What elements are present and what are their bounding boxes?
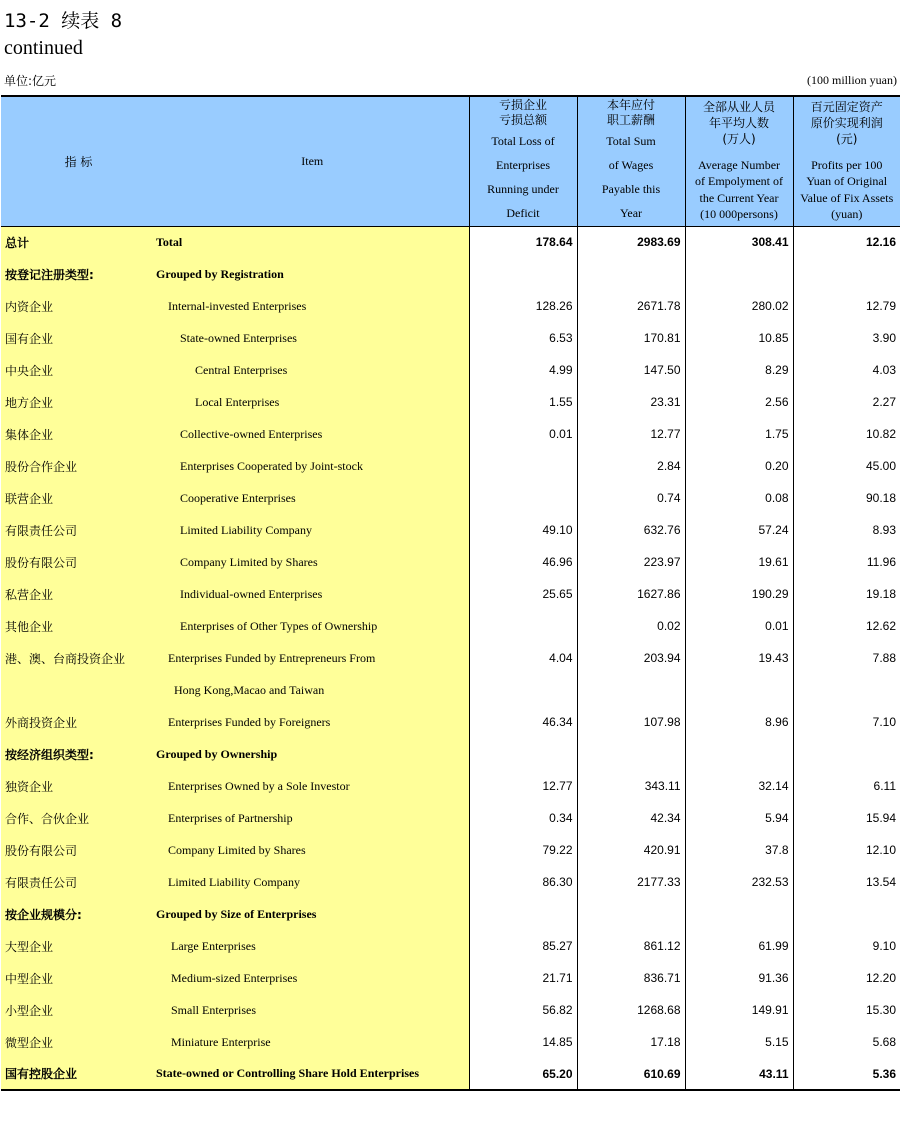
profits-cell (793, 898, 900, 930)
wages-cell: 343.11 (577, 770, 685, 802)
header-en-line: Total Sum (606, 133, 656, 148)
table-row (1, 1026, 900, 1058)
total-loss-cell: 0.01 (469, 418, 577, 450)
item-en-cell: Limited Liability Company (156, 514, 469, 546)
wages-cell: 610.69 (577, 1058, 685, 1090)
wages-cell (577, 258, 685, 290)
header-cn-line: (万人) (722, 131, 756, 146)
indicator-cn-cell: 国有控股企业 (1, 1058, 156, 1090)
employment-cell: 32.14 (685, 770, 793, 802)
indicator-cn-cell: 中型企业 (1, 962, 156, 994)
header-en-line: Year (619, 205, 643, 220)
employment-cell: 8.29 (685, 354, 793, 386)
header-en-line: Deficit (506, 205, 540, 220)
profits-cell (793, 258, 900, 290)
indicator-cn-cell: 其他企业 (1, 610, 156, 642)
table-row (1, 930, 900, 962)
wages-cell: 0.74 (577, 482, 685, 514)
header-employment (685, 96, 793, 226)
total-loss-cell (469, 482, 577, 514)
total-loss-cell: 85.27 (469, 930, 577, 962)
header-cn-line: (元) (836, 131, 858, 146)
indicator-cn-cell: 股份合作企业 (1, 450, 156, 482)
table-row (1, 450, 900, 482)
item-en-cell: Miniature Enterprise (156, 1026, 469, 1058)
total-loss-cell: 56.82 (469, 994, 577, 1026)
profits-cell: 8.93 (872, 523, 896, 537)
indicator-cn-cell: 独资企业 (1, 770, 156, 802)
indicator-cn-cell: 总计 (1, 226, 156, 258)
profits-cell: 10.82 (865, 427, 896, 441)
total-loss-cell (469, 450, 577, 482)
header-en-line: Average Number (697, 158, 781, 173)
wages-cell: 2983.69 (577, 226, 685, 258)
wages-cell: 861.12 (577, 930, 685, 962)
table-row (1, 322, 900, 354)
header-cn-line: 全部从业人员 (702, 100, 775, 115)
table-row (1, 290, 900, 322)
profits-cell: 12.20 (865, 971, 896, 985)
employment-cell: 8.96 (685, 706, 793, 738)
wages-cell: 1268.68 (577, 994, 685, 1026)
profits-cell: 12.16 (865, 235, 896, 250)
profits-cell: 15.30 (865, 1003, 896, 1017)
employment-cell: 43.11 (685, 1058, 793, 1090)
wages-cell (577, 738, 685, 770)
indicator-cn-cell: 地方企业 (1, 386, 156, 418)
indicator-cn-cell: 大型企业 (1, 930, 156, 962)
profits-cell: 7.10 (872, 715, 896, 729)
table-subtitle: continued (4, 37, 83, 59)
header-en-line: the Current Year (699, 190, 779, 205)
item-en-cell: Limited Liability Company (156, 866, 469, 898)
total-loss-cell: 49.10 (469, 514, 577, 546)
employment-cell: 149.91 (685, 994, 793, 1026)
item-en-cell: Enterprises of Partnership (156, 802, 469, 834)
indicator-cn-cell: 微型企业 (1, 1026, 156, 1058)
indicator-cn-cell: 合作、合伙企业 (1, 802, 156, 834)
header-en-line: of Wages (608, 157, 654, 172)
header-en-line: Enterprises (496, 157, 550, 172)
total-loss-cell (469, 258, 577, 290)
table-row (1, 994, 900, 1026)
wages-cell (577, 674, 685, 706)
wages-cell: 420.91 (577, 834, 685, 866)
wages-cell (577, 898, 685, 930)
wages-cell: 17.18 (577, 1026, 685, 1058)
header-cn-line: 本年应付 (606, 97, 655, 112)
profits-cell: 12.79 (865, 299, 896, 313)
header-cn-line: 亏损企业 (498, 97, 547, 112)
item-en-cell: Internal-invested Enterprises (156, 290, 469, 322)
indicator-cn-cell: 股份有限公司 (1, 834, 156, 866)
wages-cell: 2671.78 (577, 290, 685, 322)
indicator-cn-cell (1, 674, 156, 706)
indicator-cn-cell: 外商投资企业 (1, 706, 156, 738)
header-total-loss (469, 96, 577, 226)
total-loss-cell: 46.96 (469, 546, 577, 578)
total-loss-cell: 25.65 (469, 578, 577, 610)
indicator-cn-cell: 有限责任公司 (1, 514, 156, 546)
total-loss-cell (469, 674, 577, 706)
wages-cell: 2177.33 (577, 866, 685, 898)
indicator-cn-cell: 集体企业 (1, 418, 156, 450)
indicator-cn-cell: 中央企业 (1, 354, 156, 386)
data-table (1, 95, 900, 1091)
table-row (1, 834, 900, 866)
profits-cell: 3.90 (872, 331, 896, 345)
table-row (1, 962, 900, 994)
header-item: Item (156, 96, 469, 226)
profits-cell: 90.18 (865, 491, 896, 505)
table-row (1, 546, 900, 578)
item-en-cell: Enterprises Funded by Foreigners (156, 706, 469, 738)
employment-cell: 232.53 (685, 866, 793, 898)
item-en-cell: Individual-owned Enterprises (156, 578, 469, 610)
total-loss-cell: 46.34 (469, 706, 577, 738)
header-en-line: of Empolyment of (695, 174, 783, 189)
table-row (1, 418, 900, 450)
table-row (1, 674, 900, 706)
wages-cell: 147.50 (577, 354, 685, 386)
item-en-cell: Collective-owned Enterprises (156, 418, 469, 450)
wages-cell: 203.94 (577, 642, 685, 674)
profits-cell (793, 674, 900, 706)
total-loss-cell: 1.55 (469, 386, 577, 418)
employment-cell: 5.94 (685, 802, 793, 834)
indicator-cn-cell: 内资企业 (1, 290, 156, 322)
header-cn-line: 职工薪酬 (606, 113, 655, 128)
employment-cell: 190.29 (685, 578, 793, 610)
indicator-cn-cell: 按企业规模分: (1, 898, 156, 930)
item-en-cell: Total (156, 226, 469, 258)
profits-cell: 15.94 (865, 811, 896, 825)
employment-cell: 308.41 (685, 226, 793, 258)
profits-cell: 12.10 (865, 843, 896, 857)
header-en-line: Value of Fix Assets (800, 190, 894, 205)
total-loss-cell (469, 610, 577, 642)
table-row (1, 354, 900, 386)
item-en-cell: State-owned or Controlling Share Hold Enterprises (156, 1058, 469, 1090)
item-en-cell: State-owned Enterprises (156, 322, 469, 354)
header-cn-line: 年平均人数 (708, 116, 769, 131)
employment-cell: 0.01 (685, 610, 793, 642)
table-row (1, 866, 900, 898)
total-loss-cell: 79.22 (469, 834, 577, 866)
profits-cell: 6.11 (873, 779, 896, 793)
profits-cell: 45.00 (865, 459, 896, 473)
header-cn-line: 亏损总额 (498, 113, 547, 128)
total-loss-cell: 21.71 (469, 962, 577, 994)
item-en-cell: Grouped by Registration (156, 258, 469, 290)
profits-cell: 12.62 (865, 619, 896, 633)
wages-cell: 23.31 (577, 386, 685, 418)
header-en-line: Total Loss of (491, 133, 555, 148)
item-en-cell: Enterprises of Other Types of Ownership (156, 610, 469, 642)
total-loss-cell: 178.64 (469, 226, 577, 258)
item-en-cell: Medium-sized Enterprises (156, 962, 469, 994)
total-loss-cell: 12.77 (469, 770, 577, 802)
profits-cell: 5.68 (872, 1035, 896, 1049)
item-en-cell: Central Enterprises (156, 354, 469, 386)
header-en-line: Profits per 100 (811, 158, 883, 173)
table-row (1, 738, 900, 770)
table-row (1, 578, 900, 610)
indicator-cn-cell: 港、澳、台商投资企业 (1, 642, 156, 674)
total-loss-cell (469, 898, 577, 930)
table-row (1, 706, 900, 738)
employment-cell: 2.56 (685, 386, 793, 418)
header-en-line: Running under (487, 181, 559, 196)
table-row (1, 802, 900, 834)
profits-cell: 7.88 (872, 651, 896, 665)
employment-cell: 5.15 (685, 1026, 793, 1058)
wages-cell: 12.77 (577, 418, 685, 450)
employment-cell: 19.61 (685, 546, 793, 578)
employment-cell (685, 258, 793, 290)
header-wages (577, 96, 685, 226)
item-en-cell: Grouped by Size of Enterprises (156, 898, 469, 930)
item-en-cell: Local Enterprises (156, 386, 469, 418)
table-row (1, 898, 900, 930)
profits-cell: 11.96 (866, 555, 896, 569)
indicator-cn-cell: 联营企业 (1, 482, 156, 514)
item-en-cell: Small Enterprises (156, 994, 469, 1026)
header-en-line: Payable this (601, 181, 661, 196)
total-loss-cell: 6.53 (469, 322, 577, 354)
indicator-cn-cell: 按登记注册类型: (1, 258, 156, 290)
employment-cell (685, 898, 793, 930)
unit-label-en: (100 million yuan) (807, 73, 897, 87)
profits-cell (793, 738, 900, 770)
table-row (1, 770, 900, 802)
total-loss-cell: 14.85 (469, 1026, 577, 1058)
item-en-cell: Company Limited by Shares (156, 834, 469, 866)
employment-cell: 1.75 (685, 418, 793, 450)
header-cn-line: 原价实现利润 (810, 116, 883, 131)
wages-cell: 107.98 (577, 706, 685, 738)
indicator-cn-cell: 股份有限公司 (1, 546, 156, 578)
table-row (1, 482, 900, 514)
total-loss-cell: 4.04 (469, 642, 577, 674)
employment-cell (685, 674, 793, 706)
table-row (1, 610, 900, 642)
item-en-cell: Enterprises Cooperated by Joint-stock (156, 450, 469, 482)
employment-cell: 91.36 (685, 962, 793, 994)
table-row (1, 386, 900, 418)
header-en-line: Yuan of Original (806, 174, 888, 189)
total-loss-cell: 86.30 (469, 866, 577, 898)
employment-cell: 10.85 (685, 322, 793, 354)
employment-cell: 61.99 (685, 930, 793, 962)
wages-cell: 0.02 (577, 610, 685, 642)
wages-cell: 42.34 (577, 802, 685, 834)
wages-cell: 1627.86 (577, 578, 685, 610)
table-row (1, 514, 900, 546)
employment-cell: 0.20 (685, 450, 793, 482)
profits-cell: 2.27 (872, 395, 896, 409)
item-en-cell: Enterprises Owned by a Sole Investor (156, 770, 469, 802)
employment-cell (685, 738, 793, 770)
wages-cell: 836.71 (577, 962, 685, 994)
indicator-cn-cell: 按经济组织类型: (1, 738, 156, 770)
profits-cell: 19.18 (865, 587, 896, 601)
item-en-cell: Large Enterprises (156, 930, 469, 962)
profits-cell: 13.54 (865, 875, 896, 889)
table-body (1, 226, 900, 1090)
table-row (1, 1058, 900, 1090)
item-en-cell: Company Limited by Shares (156, 546, 469, 578)
header-indicator: 指 标 (1, 96, 156, 226)
employment-cell: 19.43 (685, 642, 793, 674)
item-en-cell: Grouped by Ownership (156, 738, 469, 770)
employment-cell: 57.24 (685, 514, 793, 546)
total-loss-cell: 4.99 (469, 354, 577, 386)
employment-cell: 0.08 (685, 482, 793, 514)
header-en-line: (yuan) (831, 206, 863, 221)
table-row (1, 642, 900, 674)
wages-cell: 170.81 (577, 322, 685, 354)
indicator-cn-cell: 小型企业 (1, 994, 156, 1026)
table-title: 13-2 续表 8 (4, 10, 123, 32)
profits-cell: 9.10 (872, 939, 896, 953)
indicator-cn-cell: 私营企业 (1, 578, 156, 610)
table-header (1, 96, 900, 226)
wages-cell: 632.76 (577, 514, 685, 546)
total-loss-cell: 0.34 (469, 802, 577, 834)
profits-cell: 4.03 (872, 363, 896, 377)
item-en-cell: Cooperative Enterprises (156, 482, 469, 514)
total-loss-cell (469, 738, 577, 770)
table-row (1, 258, 900, 290)
total-loss-cell: 128.26 (469, 290, 577, 322)
item-en-cell: Enterprises Funded by Entrepreneurs From (156, 642, 469, 674)
header-en-line: (10 000persons) (700, 206, 778, 221)
indicator-cn-cell: 有限责任公司 (1, 866, 156, 898)
unit-label-cn: 单位:亿元 (4, 74, 57, 88)
header-cn-line: 百元固定资产 (810, 100, 883, 115)
employment-cell: 37.8 (685, 834, 793, 866)
profits-cell: 5.36 (872, 1066, 896, 1081)
header-profits (793, 96, 900, 226)
indicator-cn-cell: 国有企业 (1, 322, 156, 354)
wages-cell: 2.84 (577, 450, 685, 482)
wages-cell: 223.97 (577, 546, 685, 578)
total-loss-cell: 65.20 (469, 1058, 577, 1090)
item-en-cell: Hong Kong,Macao and Taiwan (156, 674, 469, 706)
employment-cell: 280.02 (685, 290, 793, 322)
table-row (1, 226, 900, 258)
